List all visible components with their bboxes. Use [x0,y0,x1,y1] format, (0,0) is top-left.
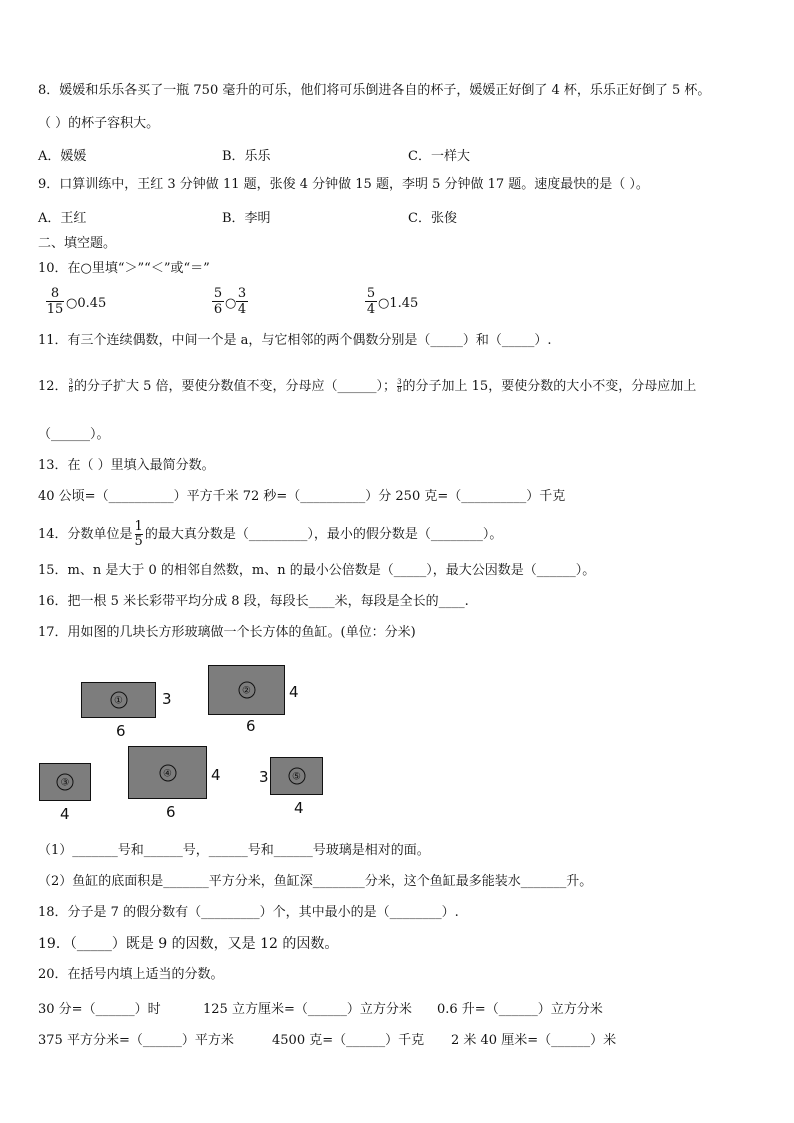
q12-prefix: 12． [38,379,68,394]
denominator: 8 [68,386,74,394]
piece-2-height: 4 [289,683,299,701]
q9-option-b[interactable]: B．李明 [222,211,271,226]
denominator: 4 [237,302,247,317]
piece-4-height: 4 [211,766,221,784]
piece-4-width: 6 [166,803,176,821]
numerator: 5 [366,286,376,301]
q10-fraction-1 [46,286,64,317]
q10-fraction-3 [365,286,377,317]
glass-piece-1 [81,682,156,718]
q10-compare-1: ○0.45 [66,296,107,311]
q10-stem: 10．在○里填“＞”“＜”或“＝” [38,261,210,276]
piece-label-5: ⑤ [288,768,305,785]
q20-stem: 20．在括号内填上适当的分数。 [38,967,224,982]
piece-label-4: ④ [159,764,176,781]
q8-option-c[interactable]: C．一样大 [408,149,470,164]
piece-1-height: 3 [162,690,172,708]
q12-part-2: 的分子加上 15，要使分数的大小不变，分母应加上 [402,379,697,394]
q12-line-2: （______）。 [38,427,110,442]
denominator: 8 [397,386,402,394]
q20-row1-item1: 30 分=（______）时 [38,1002,161,1017]
glass-piece-5 [270,757,323,795]
q9-stem: 9．口算训练中，王红 3 分钟做 11 题，张俊 4 分钟做 15 题，李明 5 分钟做 17 题。速度最快的是（ ）。 [38,177,649,192]
q20-row1-item3: 0.6 升=（______）立方分米 [437,1002,603,1017]
q17-sub-1: （1）_______号和______号，______号和______号玻璃是相对的面。 [38,843,430,858]
q10-circle-2: ○ [225,296,237,311]
q10-fraction-2b [236,286,248,317]
q9-option-a[interactable]: A．王红 [38,211,87,226]
q20-row1-item2: 125 立方厘米=（______）立方分米 [203,1002,412,1017]
glass-piece-3 [39,763,91,801]
denominator: 4 [366,302,376,317]
piece-2-width: 6 [246,717,256,735]
q18: 18．分子是 7 的假分数有（_________）个，其中最小的是（________）. [38,905,459,920]
piece-5-width: 4 [294,799,304,817]
q17-sub-2: （2）鱼缸的底面积是_______平方分米，鱼缸深________分米，这个鱼缸最多能装水_______升。 [38,874,593,889]
denominator: 5 [134,534,143,549]
numerator: 3 [237,286,247,301]
q16: 16．把一根 5 米长彩带平均分成 8 段，每段长____米，每段是全长的____. [38,594,469,609]
q20-row2-item2: 4500 克=（______）千克 [272,1033,425,1048]
glass-piece-4 [128,746,207,799]
denominator: 15 [46,302,64,317]
q15: 15．m、n 是大于 0 的相邻自然数，m、n 的最小公倍数是（_____），最大公因数是（______）。 [38,563,596,578]
q8-option-a[interactable]: A．媛媛 [38,149,87,164]
numerator: 3 [68,378,74,386]
piece-1-width: 6 [116,722,126,740]
q12-line-1 [38,378,696,396]
q9-option-c[interactable]: C．张俊 [408,211,457,226]
q19: 19．（_____）既是 9 的因数，又是 12 的因数。 [38,936,339,952]
numerator: 1 [134,519,143,534]
q8-option-b[interactable]: B．乐乐 [222,149,271,164]
numerator: 3 [397,378,402,386]
q10-fraction-2a [212,286,224,317]
q20-row2-item1: 375 平方分米=（______）平方米 [38,1033,234,1048]
glass-piece-2 [208,665,285,715]
q12-fraction-1 [69,379,73,394]
q10-compare-3: ○1.45 [378,296,419,311]
piece-label-1: ① [110,692,127,709]
q8-stem: 8．媛媛和乐乐各买了一瓶 750 毫升的可乐，他们将可乐倒进各自的杯子，媛媛正好倒了 4 杯，乐乐正好倒了 5 杯。 [38,83,711,98]
numerator: 5 [213,286,223,301]
q8-stem-2: （ ）的杯子容积大。 [38,116,160,131]
q13-stem: 13．在（ ）里填入最简分数。 [38,458,215,473]
q11: 11．有三个连续偶数，中间一个是 a，与它相邻的两个偶数分别是（_____）和（_____）. [38,333,552,348]
q17-stem: 17．用如图的几块长方形玻璃做一个长方体的鱼缸。(单位：分米) [38,625,416,640]
q13-line: 40 公顷=（__________）平方千米 72 秒=（__________）分 250 克=（__________）千克 [38,489,566,504]
q20-row2-item3: 2 米 40 厘米=（______）米 [451,1033,617,1048]
q14-fraction [135,520,143,549]
q12-part-1: 的分子扩大 5 倍，要使分数值不变，分母应（______）； [74,379,397,394]
piece-label-3: ③ [57,774,74,791]
piece-5-height: 3 [259,768,269,786]
piece-3-width: 4 [60,805,70,823]
section-heading: 二、填空题。 [38,236,117,251]
denominator: 6 [213,302,223,317]
numerator: 8 [50,286,60,301]
q14-suffix: 的最大真分数是（_________），最小的假分数是（________）。 [144,527,503,542]
q14-prefix: 14．分数单位是 [38,527,133,542]
q14 [38,520,502,549]
q12-fraction-2 [397,379,401,394]
piece-label-2: ② [238,682,255,699]
